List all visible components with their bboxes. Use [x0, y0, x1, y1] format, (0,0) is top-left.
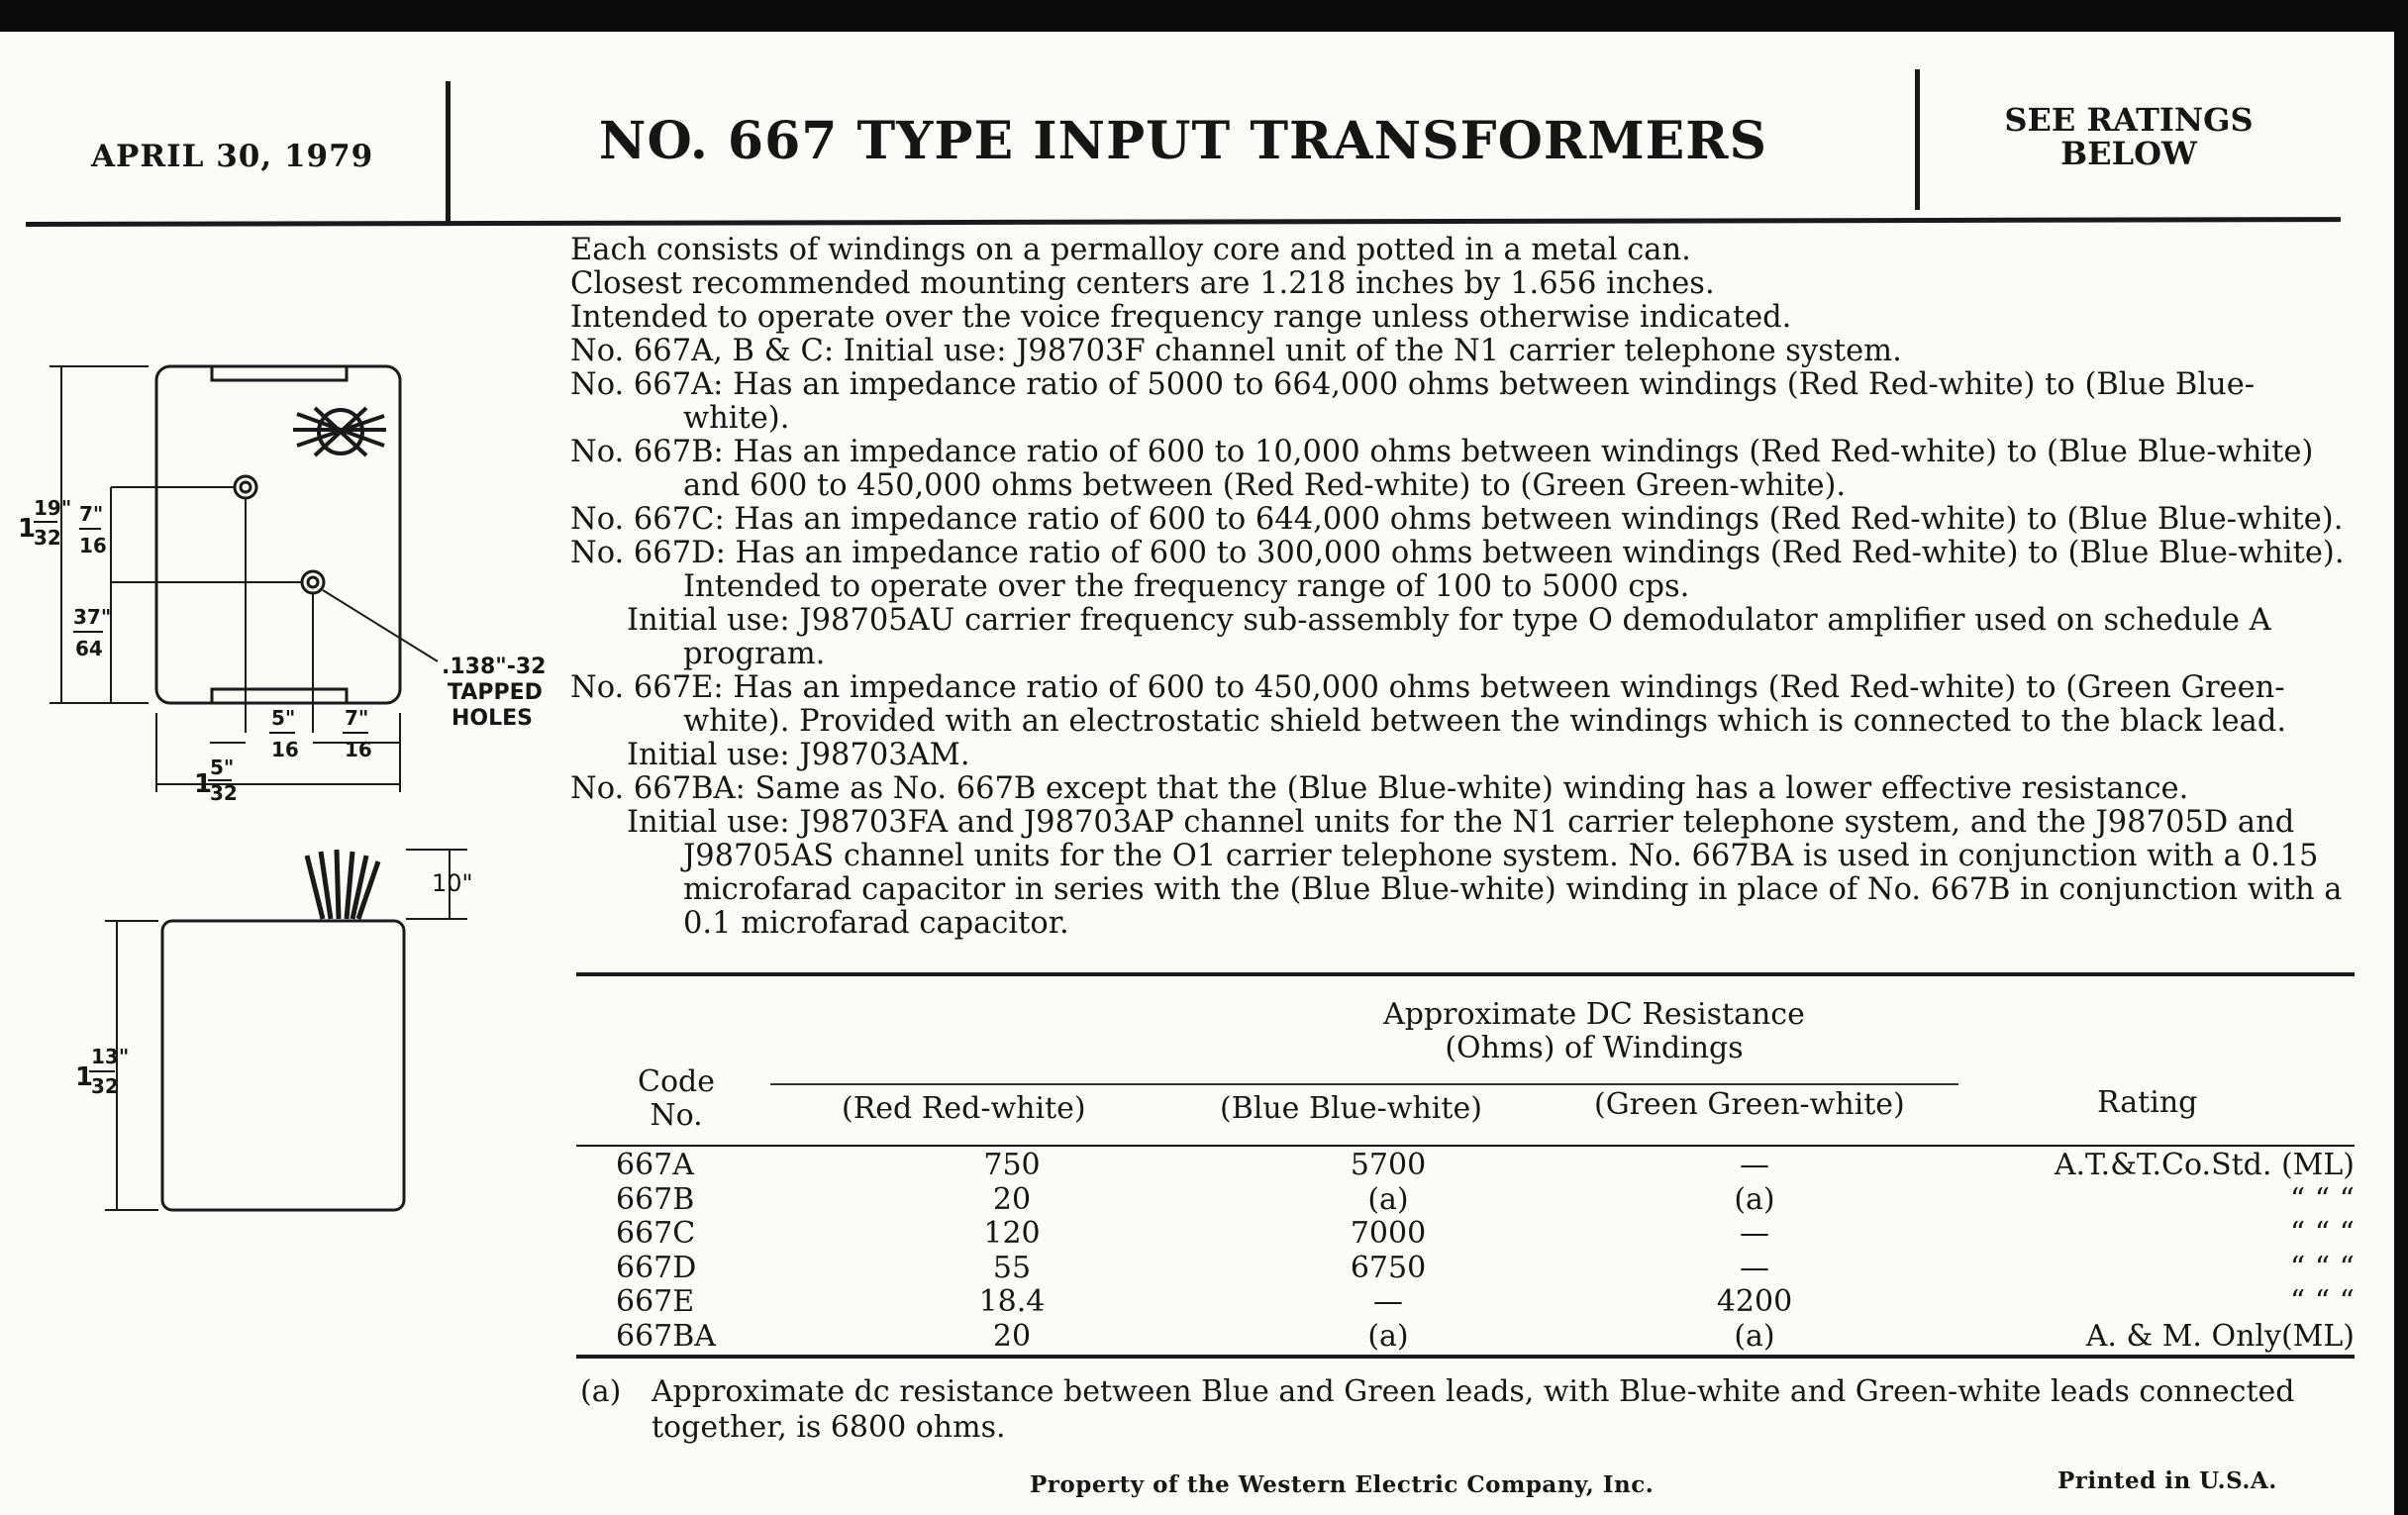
cell-green: — [1740, 1148, 1769, 1182]
table-row [576, 1285, 2358, 1320]
cell-code: 667E [616, 1284, 695, 1319]
table-header-code-line2: No. [650, 1098, 703, 1133]
desc-667ba-initial-use: Initial use: J98703FA and J98703AP channel units for the N1 carrier telephone system, and the J98705D and J98705AS channel units for the O1 carrier telephone system. No. 667BA is used in conjunction with a 0.15 microfarad capacitor in series with the (Blue Blue-white) winding in place of No. 667B in conjunction with a 0.1 microfarad capacitor. [627, 805, 2343, 941]
desc-frequency: Intended to operate over the voice frequency range unless otherwise indicated. [570, 300, 1792, 335]
dim-d-den: 16 [345, 738, 372, 761]
cell-rating: A.T.&T.Co.Std. (ML) [2054, 1148, 2355, 1182]
dim-d-num: 7" [345, 706, 369, 730]
cell-red: 120 [983, 1216, 1041, 1251]
holes-note-line1: .138"-32 [442, 655, 547, 679]
cell-green: — [1740, 1250, 1769, 1285]
ratings-reference [1921, 103, 2337, 170]
cell-rating: “ “ “ [2289, 1181, 2355, 1217]
desc-initial-use-abc: No. 667A, B & C: Initial use: J98703F channel unit of the N1 carrier telephone system. [570, 334, 1902, 368]
cell-blue: 7000 [1350, 1216, 1427, 1251]
cell-green: 4200 [1716, 1284, 1793, 1319]
table-header-green: (Green Green-white) [1594, 1087, 1905, 1122]
desc-667e: No. 667E: Has an impedance ratio of 600 to 450,000 ohms between windings (Red Red-white) to (Green Green-white). Provided with an electrostatic shield between the windings which is connected to the black lead. [570, 670, 2287, 739]
transformer-drawing [0, 0, 594, 1287]
ratings-reference-line1: SEE RATINGS [2004, 101, 2254, 139]
table-row [576, 1252, 2358, 1286]
ratings-reference-line2: BELOW [2060, 135, 2197, 172]
cell-red: 750 [983, 1148, 1041, 1182]
table-header-code [602, 1065, 751, 1133]
dim-width-num: 5" [210, 756, 235, 779]
lead-terminals-icon [293, 408, 386, 455]
table-group-header-line2: (Ohms) of Windings [1445, 1031, 1744, 1065]
table-row [576, 1320, 2358, 1355]
cell-rating: A. & M. Only(ML) [2085, 1318, 2355, 1354]
document-title: NO. 667 TYPE INPUT TRANSFORMERS [598, 111, 1768, 171]
cell-code: 667BA [616, 1318, 716, 1354]
table-group-header-line1: Approximate DC Resistance [1383, 997, 1805, 1032]
footer-printed: Printed in U.S.A. [2057, 1467, 2277, 1494]
holes-note-line3: HOLES [452, 706, 534, 731]
desc-construction: Each consists of windings on a permalloy core and potted in a metal can. [570, 233, 1691, 267]
cell-green: (a) [1734, 1318, 1775, 1354]
footer-property: Property of the Western Electric Company, Inc. [1030, 1471, 1655, 1498]
dim-a-den: 16 [79, 534, 107, 557]
dim-c-num: 5" [271, 706, 296, 730]
header-divider-right [1915, 69, 1920, 210]
table-header-rule [576, 1145, 2355, 1147]
dim-width-whole: 1 [194, 769, 213, 799]
dim-height-den: 32 [34, 526, 61, 550]
table-group-header [1020, 998, 2168, 1065]
cell-blue: (a) [1367, 1318, 1409, 1354]
tapped-hole-upper [235, 476, 256, 498]
desc-667a: No. 667A: Has an impedance ratio of 5000 to 664,000 ohms between windings (Red Red-white) to (Blue Blue-white). [570, 367, 2256, 436]
holes-note-line2: TAPPED [448, 680, 543, 705]
table-header-rating: Rating [2097, 1085, 2198, 1120]
cell-blue: — [1373, 1284, 1403, 1319]
cell-code: 667C [616, 1216, 696, 1251]
dim-a-num: 7" [79, 502, 104, 526]
table-header-blue: (Blue Blue-white) [1220, 1091, 1482, 1126]
footnote-text: Approximate dc resistance between Blue and Green leads, with Blue-white and Green-white leads connected together, is 6800 ohms. [652, 1374, 2295, 1445]
desc-mounting: Closest recommended mounting centers are 1.218 inches by 1.656 inches. [570, 266, 1715, 301]
dim-side-height-whole: 1 [75, 1062, 94, 1092]
cell-blue: 6750 [1350, 1250, 1427, 1285]
table-body [576, 1149, 2358, 1354]
desc-667d-initial-use: Initial use: J98705AU carrier frequency sub-assembly for type O demodulator amplifier used on schedule A program. [627, 603, 2271, 671]
cell-green: — [1740, 1216, 1769, 1251]
table-header-red: (Red Red-white) [842, 1091, 1086, 1126]
table-row [576, 1217, 2358, 1252]
cell-code: 667D [616, 1250, 697, 1285]
cell-red: 55 [992, 1250, 1032, 1285]
dim-b-den: 64 [75, 637, 103, 660]
dim-height-whole: 1 [18, 514, 37, 544]
desc-667c: No. 667C: Has an impedance ratio of 600 to 644,000 ohms between windings (Red Red-white) to (Blue Blue-white). [570, 502, 2344, 537]
cell-rating: “ “ “ [2289, 1216, 2355, 1251]
table-top-rule [576, 972, 2355, 976]
cell-green: (a) [1734, 1181, 1775, 1217]
document-date: APRIL 30, 1979 [91, 139, 374, 174]
can-top-tab [212, 366, 347, 380]
can-top-view-outline [156, 366, 400, 703]
cell-code: 667A [616, 1148, 694, 1182]
can-bottom-tab [212, 689, 347, 703]
cell-blue: (a) [1367, 1181, 1409, 1217]
cell-blue: 5700 [1350, 1148, 1427, 1182]
dim-c-den: 16 [271, 738, 299, 761]
cell-rating: “ “ “ [2289, 1250, 2355, 1285]
scan-right-border [2394, 0, 2408, 1515]
footnote-mark: (a) [580, 1374, 622, 1409]
table-bottom-rule [576, 1355, 2355, 1359]
tapped-hole-lower [302, 571, 324, 593]
table-group-rule [770, 1083, 1958, 1085]
table-row [576, 1183, 2358, 1218]
cell-red: 18.4 [978, 1284, 1046, 1319]
dim-side-height-den: 32 [91, 1074, 119, 1098]
cell-rating: “ “ “ [2289, 1284, 2355, 1319]
desc-667b: No. 667B: Has an impedance ratio of 600 to 10,000 ohms between windings (Red Red-white) to (Blue Blue-white) and 600 to 450,000 ohms between (Red Red-white) to (Green Green-white). [570, 435, 2314, 503]
cell-code: 667B [616, 1181, 695, 1217]
table-row [576, 1149, 2358, 1183]
dim-lead-length: 10" [432, 869, 473, 897]
desc-667e-initial-use: Initial use: J98703AM. [627, 738, 970, 772]
dim-width-den: 32 [210, 781, 238, 805]
cell-red: 20 [992, 1318, 1032, 1354]
dim-b-num: 37" [73, 605, 112, 629]
description-block [570, 234, 2353, 941]
table-header-code-line1: Code [638, 1064, 715, 1099]
desc-667d: No. 667D: Has an impedance ratio of 600 to 300,000 ohms between windings (Red Red-white) to (Blue Blue-white). Intended to operate over the frequency range of 100 to 5000 cps. [570, 536, 2345, 604]
cell-red: 20 [992, 1181, 1032, 1217]
desc-667ba: No. 667BA: Same as No. 667B except that the (Blue Blue-white) winding has a lower effective resistance. [570, 771, 2189, 806]
wire-leads-icon [307, 850, 378, 919]
dim-side-height-num: 13" [91, 1045, 130, 1068]
dim-height-num: 19" [34, 496, 72, 520]
can-side-view-outline [162, 921, 404, 1210]
